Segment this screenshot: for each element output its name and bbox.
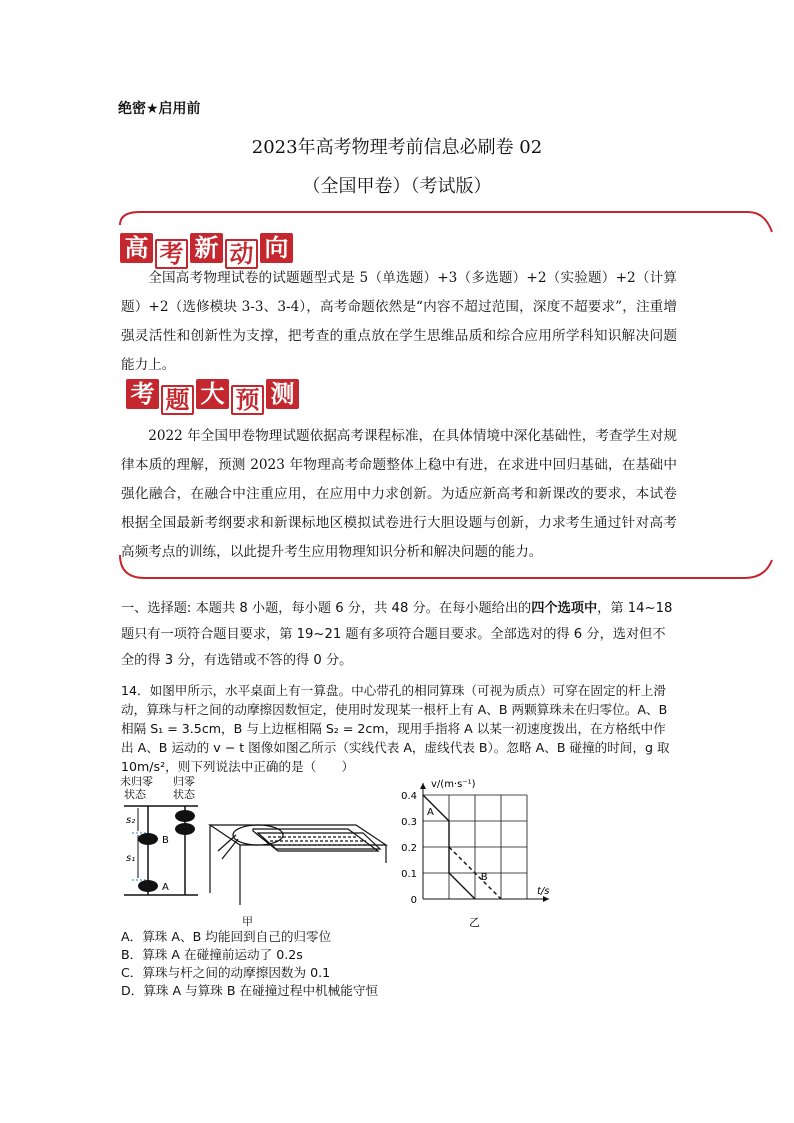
section-bold: 四个选项中 bbox=[531, 601, 598, 616]
banner-char: 高 bbox=[120, 233, 153, 263]
banner-char: 题 bbox=[161, 385, 194, 415]
label-returned-1: 归零 bbox=[173, 775, 195, 788]
banner-char: 测 bbox=[266, 379, 299, 409]
vt-chart bbox=[401, 779, 549, 928]
question-figures bbox=[118, 773, 558, 928]
option-a[interactable]: A．算珠 A、B 均能回到自己的归零位 bbox=[121, 929, 332, 944]
y-tick-label: 0.1 bbox=[401, 869, 417, 880]
series-label-b: B bbox=[480, 872, 488, 883]
y-tick-label: 0.4 bbox=[401, 791, 417, 802]
section-rest: ，第 14~18 题只有一项符合题目要求，第 19~21 题有多项符合题目要求。全部选对的得 6 分，选对但不全的得 3 分，有选错或不答的得 0 分。 bbox=[121, 601, 673, 668]
options-list bbox=[121, 928, 378, 1000]
banner-char: 大 bbox=[196, 379, 229, 409]
prediction-paragraph: 2022 年全国甲卷物理试题依据高考课程标准，在具体情境中深化基础性，考查学生对规律本质的理解，预测 2023 年物理高考命题整体上稳中有进，在求进中回归基础，在基础中强化融合，在融合中注重应用，在应用中力求创新。为适应新高考和新课改的要求，本试卷根据全国最新考纲要求和新课标地区模拟试卷进行大胆设题与创新，力求考生通过针对高考高频考点的训练，以此提升考生应用物理知识分析和解决问题的能力。 bbox=[121, 428, 677, 560]
label-s2: s₂ bbox=[126, 815, 136, 826]
section-instructions bbox=[121, 596, 677, 674]
banner-char: 新 bbox=[190, 233, 223, 263]
intro-paragraph: 全国高考物理试卷的试题题型式是 5（单选题）+3（多选题）+2（实验题）+2（计算题）+2（选修模块 3-3、3-4），高考命题依然是“内容不超过范围，深度不超要求”，注重增强灵活性和创新性为支撑，把考查的重点放在学生思维品质和综合应用所学科知识解决问题能力上。 bbox=[121, 270, 677, 373]
figure-abacus-table bbox=[210, 825, 386, 928]
y-tick-label: 0.2 bbox=[401, 843, 417, 854]
banner-char: 考 bbox=[126, 379, 159, 409]
caption-jia: 甲 bbox=[242, 915, 253, 928]
option-d[interactable]: D．算珠 A 与算珠 B 在碰撞过程中机械能守恒 bbox=[121, 983, 379, 998]
banner-char: 动 bbox=[225, 239, 258, 269]
label-unreturned-2: 状态 bbox=[124, 788, 146, 801]
y-tick-label: 0.3 bbox=[401, 817, 417, 828]
label-bead-a: A bbox=[162, 882, 169, 893]
banner-char: 向 bbox=[260, 233, 293, 263]
label-bead-b: B bbox=[162, 835, 169, 846]
page-title: 2023年高考物理考前信息必刷卷 02 bbox=[251, 137, 543, 158]
bead-b bbox=[138, 833, 158, 845]
y-axis-arrow bbox=[420, 783, 426, 789]
secret-label: 绝密★启用前 bbox=[118, 101, 201, 117]
caption-yi: 乙 bbox=[469, 916, 480, 928]
banner-prediction bbox=[126, 379, 301, 415]
y-axis-label: v/(m·s⁻¹) bbox=[431, 779, 476, 790]
label-s1: s₁ bbox=[126, 853, 136, 864]
option-b[interactable]: B．算珠 A 在碰撞前运动了 0.2s bbox=[121, 947, 303, 962]
label-unreturned-1: 未归零 bbox=[120, 775, 153, 788]
series-label-a: A bbox=[427, 807, 434, 818]
page-subtitle: （全国甲卷）（考试版） bbox=[302, 176, 492, 197]
question-14-text: 14．如图甲所示，水平桌面上有一算盘。中心带孔的相同算珠（可视为质点）可穿在固定的杆上滑动，算珠与杆之间的动摩擦因数恒定，使用时发现某一根杆上有 A、B 两颗算珠未在归零位。A、B 相隔 S₁ = 3.5cm，B 与上边框相隔 S₂ = 2cm，现用手指将 A 以某一初速度拨出，在方格纸中作出 A、B 运动的 v − t 图像如图乙所示（实线代表 A，虚线代表 B）。忽略 A、B 碰撞的时间，g 取 10m/s²，则下列说法中正确的是（ ） bbox=[121, 683, 670, 774]
bead-a bbox=[138, 880, 158, 892]
label-returned-2: 状态 bbox=[173, 788, 195, 801]
y-tick-label: 0 bbox=[410, 895, 417, 906]
x-axis-label: t/s bbox=[537, 886, 550, 897]
banner-char: 预 bbox=[231, 385, 264, 415]
option-c[interactable]: C．算珠与杆之间的动摩擦因数为 0.1 bbox=[121, 965, 331, 980]
banner-char: 考 bbox=[155, 239, 188, 269]
figure-abacus-rod bbox=[120, 774, 198, 895]
section-lead: 一、选择题: 本题共 8 小题，每小题 6 分，共 48 分。在每小题给出的 bbox=[121, 601, 532, 616]
